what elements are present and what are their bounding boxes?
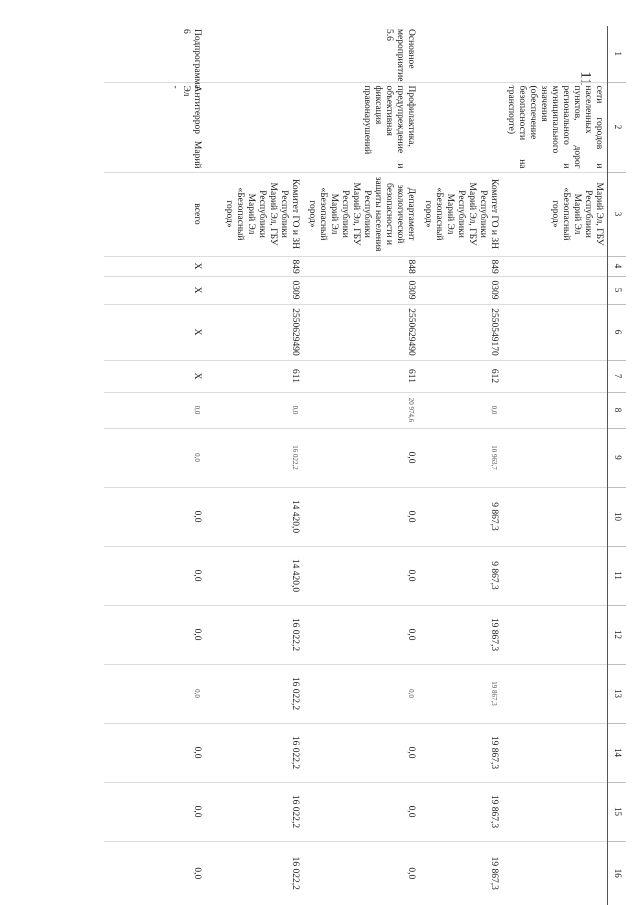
- cell-grbs: 848: [303, 256, 419, 276]
- cell-csr: 2550629490: [205, 304, 303, 360]
- cell-value: 16 022,2: [205, 428, 303, 487]
- cell-description: сети городов и населенных пунктов, дорог регионального и муниципального значения (обеспечение безопасности на транспорте): [502, 82, 608, 172]
- cell-csr: X: [104, 304, 205, 360]
- col-header: 3: [608, 172, 627, 256]
- table-row: [419, 26, 502, 905]
- cell-value: 16 022,2: [205, 782, 303, 841]
- rotated-table-container: [100, 26, 626, 904]
- col-header: 13: [608, 664, 627, 723]
- cell-vr: X: [104, 360, 205, 392]
- cell-value: 0,0: [303, 428, 419, 487]
- cell-value: 0,0: [303, 782, 419, 841]
- cell-csr: 2550629490: [303, 304, 419, 360]
- col-header: 12: [608, 605, 627, 664]
- cell-value: 19 867,3: [419, 605, 502, 664]
- cell-grbs: [502, 256, 608, 276]
- cell-executor: Марий Эл, ГБУ Республики Марий Эл «Безопасный город»: [502, 172, 608, 256]
- cell-value: 0,0: [303, 546, 419, 605]
- col-header: 8: [608, 392, 627, 428]
- col-header: 9: [608, 428, 627, 487]
- cell-value: 0,0: [104, 546, 205, 605]
- col-header: 1: [608, 26, 627, 82]
- cell-value: 0,0: [104, 841, 205, 905]
- cell-value: 14 420,0: [205, 487, 303, 546]
- cell-description: Профилактика, предупреждение и объективная фиксация правонарушений: [303, 82, 419, 172]
- cell-program: [502, 26, 608, 82]
- cell-program: [419, 26, 502, 82]
- cell-grbs: 849: [419, 256, 502, 276]
- col-header: 15: [608, 782, 627, 841]
- page-number: 11: [577, 71, 594, 86]
- col-header: 11: [608, 546, 627, 605]
- col-header: 2: [608, 82, 627, 172]
- cell-value: [502, 723, 608, 782]
- cell-value: 0,0: [303, 664, 419, 723]
- cell-description-text: Антитеррор Марий Эл: [181, 85, 202, 169]
- cell-value: [502, 546, 608, 605]
- cell-description: [205, 82, 303, 172]
- cell-executor: Комитет ГО и ЗН Республики Марий Эл, ГБУ Республики Марий Эл «Безопасный город»: [205, 172, 303, 256]
- header-row: [608, 26, 627, 905]
- cell-value: 9 867,3: [419, 546, 502, 605]
- cell-rzpr: 0309: [205, 276, 303, 304]
- col-header: 5: [608, 276, 627, 304]
- cell-value: 19 867,3: [419, 782, 502, 841]
- cell-value: 0,0: [303, 487, 419, 546]
- cell-value: [502, 782, 608, 841]
- cell-program: [205, 26, 303, 82]
- cell-value: 16 022,2: [205, 723, 303, 782]
- cell-value: 0,0: [104, 664, 205, 723]
- cell-value: 16 022,2: [205, 664, 303, 723]
- cell-value: [502, 428, 608, 487]
- cell-value: 0,0: [303, 605, 419, 664]
- cell-program: Основное мероприятие 5.6: [384, 29, 416, 82]
- cell-rzpr: [502, 276, 608, 304]
- cell-grbs: X: [104, 256, 205, 276]
- cell-value: 10 963,7: [419, 428, 502, 487]
- cell-value: 9 867,3: [419, 487, 502, 546]
- cell-rzpr: 0309: [303, 276, 419, 304]
- cell-csr: [502, 304, 608, 360]
- cell-value: 0,0: [104, 782, 205, 841]
- cell-program: Подпрограмма 6: [181, 29, 202, 89]
- cell-value: 0,0: [104, 723, 205, 782]
- col-header: 14: [608, 723, 627, 782]
- cell-value: [502, 392, 608, 428]
- cell-value: 14 420,0: [205, 546, 303, 605]
- cell-value: 0,0: [205, 392, 303, 428]
- cell-value: [502, 841, 608, 905]
- cell-vr: 612: [419, 360, 502, 392]
- cell-rzpr: 0309: [419, 276, 502, 304]
- cell-executor: Комитет ГО и ЗН Республики Марий Эл, ГБУ Республики Марий Эл «Безопасный город»: [419, 172, 502, 256]
- col-header: 7: [608, 360, 627, 392]
- table-row: [303, 26, 419, 905]
- table-row: [205, 26, 303, 905]
- col-header: 10: [608, 487, 627, 546]
- cell-value: 0,0: [303, 841, 419, 905]
- cell-value: 0,0: [104, 487, 205, 546]
- cell-value: 19 867,3: [419, 841, 502, 905]
- cell-value: 16 022,2: [205, 605, 303, 664]
- cell-value: 16 022,2: [205, 841, 303, 905]
- cell-description: [104, 82, 205, 172]
- cell-value: 0,0: [104, 392, 205, 428]
- table-row: [104, 26, 205, 905]
- cell-vr: 611: [205, 360, 303, 392]
- cell-executor: всего: [104, 172, 205, 256]
- cell-value: [502, 664, 608, 723]
- budget-table: [104, 26, 626, 905]
- cell-value: 19 867,3: [419, 723, 502, 782]
- cell-value: 0,0: [419, 392, 502, 428]
- cell-value: 20 974,6: [303, 392, 419, 428]
- cell-value: 0,0: [104, 605, 205, 664]
- cell-vr: 611: [303, 360, 419, 392]
- cell-value: [502, 605, 608, 664]
- cell-value: 19 867,3: [419, 664, 502, 723]
- col-header: 6: [608, 304, 627, 360]
- col-header: 16: [608, 841, 627, 905]
- cell-description: [419, 82, 502, 172]
- table-row: [502, 26, 608, 905]
- cell-csr: 2550549170: [419, 304, 502, 360]
- cell-value: 0,0: [303, 723, 419, 782]
- cell-value: 0,0: [104, 428, 205, 487]
- col-header: 4: [608, 256, 627, 276]
- cell-grbs: 849: [205, 256, 303, 276]
- cell-executor: Департамент экологической безопасности и защиты населения Республики Марий Эл, ГБУ Республики Марий Эл «Безопасный город»: [303, 172, 419, 256]
- cell-vr: [502, 360, 608, 392]
- cell-rzpr: X: [104, 276, 205, 304]
- cell-value: [502, 487, 608, 546]
- cell-dash: -: [170, 85, 180, 89]
